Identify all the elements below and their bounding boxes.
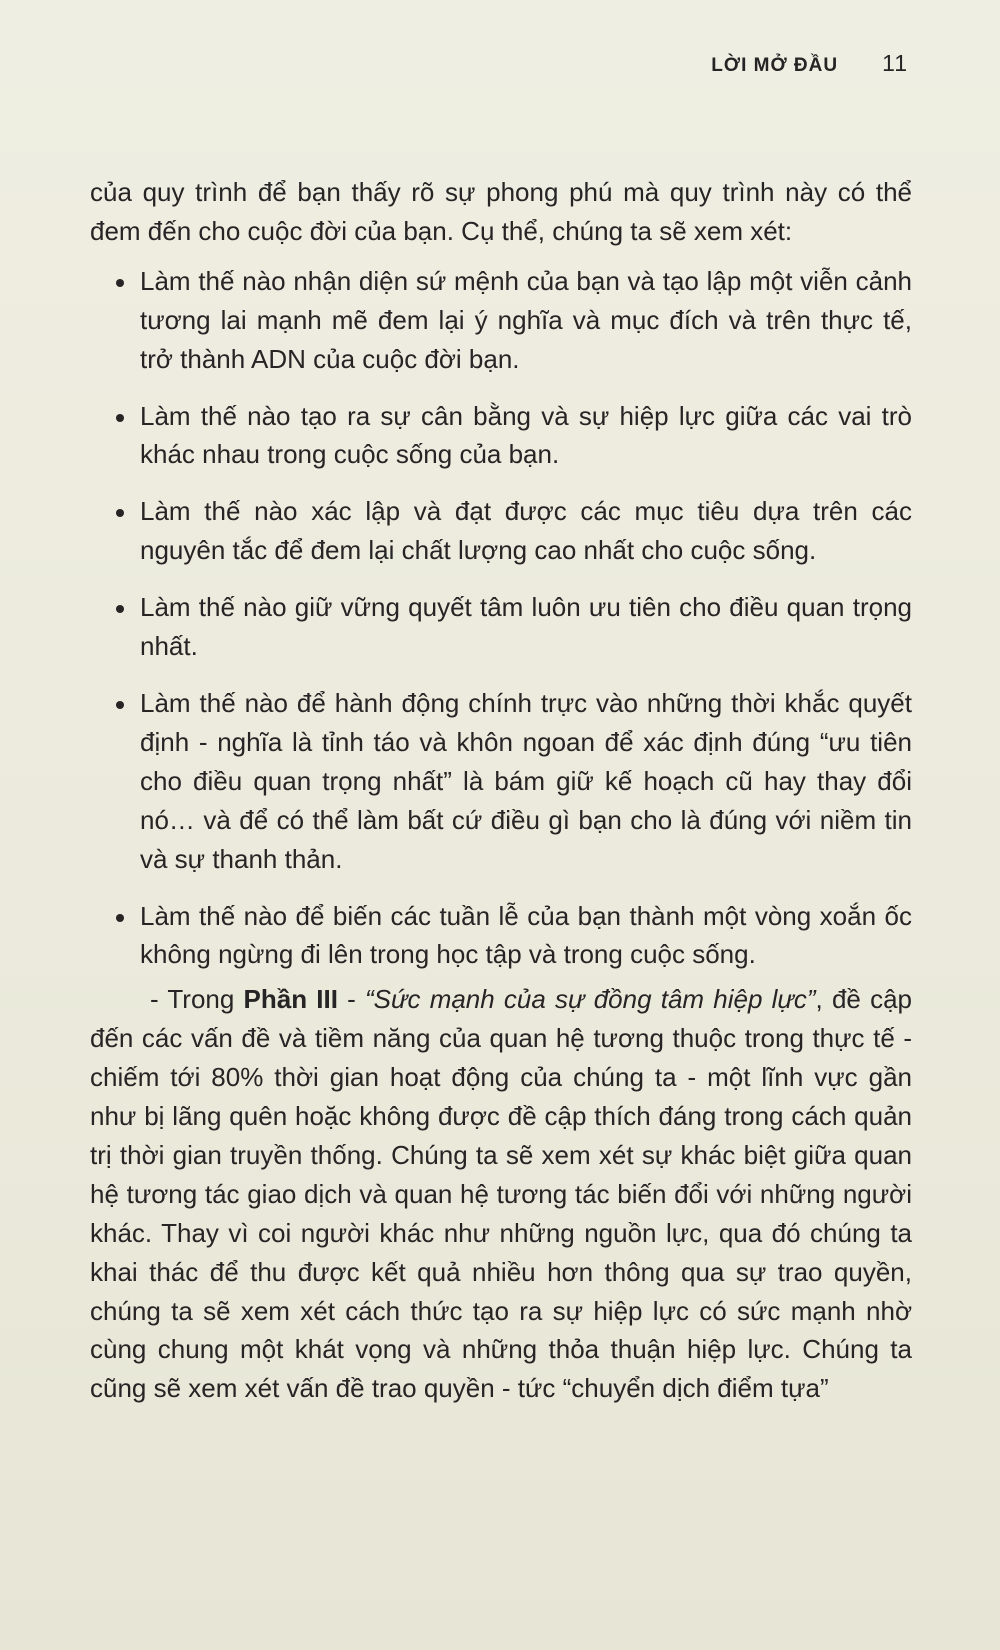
- bullet-text: Làm thế nào để biến các tuần lễ của bạn thành một vòng xoắn ốc không ngừng đi lên trong học tập và trong cuộc sống.: [140, 900, 912, 970]
- bullet-icon: [116, 414, 124, 422]
- bullet-list: [90, 262, 912, 975]
- bullet-text: Làm thế nào tạo ra sự cân bằng và sự hiệp lực giữa các vai trò khác nhau trong cuộc sống của bạn.: [140, 400, 912, 470]
- bullet-text: Làm thế nào giữ vững quyết tâm luôn ưu tiên cho điều quan trọng nhất.: [140, 592, 912, 662]
- bullet-item: [90, 397, 912, 475]
- bullet-item: [90, 588, 912, 666]
- intro-paragraph: của quy trình để bạn thấy rõ sự phong phú mà quy trình này có thể đem đến cho cuộc đời của bạn. Cụ thể, chúng ta sẽ xem xét:: [90, 177, 912, 246]
- bullet-item: [90, 897, 912, 975]
- bullet-item: [90, 684, 912, 879]
- bullet-text: Làm thế nào để hành động chính trực vào những thời khắc quyết định - nghĩa là tỉnh táo và khôn ngoan để xác định đúng “ưu tiên cho điều quan trọng nhất” là bám giữ kế hoạch cũ hay thay đổi nó… và để có thể làm bất cứ điều gì bạn cho là đúng với niềm tin và sự thanh thản.: [140, 687, 912, 874]
- bullet-item: [90, 492, 912, 570]
- bullet-icon: [116, 509, 124, 517]
- bullet-item: [90, 262, 912, 379]
- part3-paragraph: [90, 980, 912, 1408]
- body-text: [90, 173, 912, 1408]
- page-number: 11: [882, 50, 908, 76]
- bullet-icon: [116, 279, 124, 287]
- part3-label: Phần III: [243, 984, 338, 1015]
- bullet-icon: [116, 701, 124, 709]
- running-header: [711, 50, 908, 77]
- part3-lead: - Trong: [150, 984, 244, 1015]
- part3-title: “Sức mạnh của sự đồng tâm hiệp lực”: [365, 984, 816, 1015]
- part3-dash: -: [337, 984, 366, 1015]
- bullet-text: Làm thế nào nhận diện sứ mệnh của bạn và tạo lập một viễn cảnh tương lai mạnh mẽ đem lại ý nghĩa và mục đích và trên thực tế, trở thành ADN của cuộc đời bạn.: [140, 265, 912, 374]
- bullet-text: Làm thế nào xác lập và đạt được các mục tiêu dựa trên các nguyên tắc để đem lại chất lượng cao nhất cho cuộc sống.: [140, 496, 912, 566]
- chapter-title: LỜI MỞ ĐẦU: [711, 55, 839, 76]
- bullet-icon: [116, 605, 124, 613]
- part3-text: , đề cập đến các vấn đề và tiềm năng của quan hệ tương thuộc trong thực tế - chiếm tới 80% thời gian hoạt động của chúng ta - một lĩnh vực gần như bị lãng quên hoặc không được đề cập thích đáng trong cách quản trị thời gian truyền thống. Chúng ta sẽ xem xét sự khác biệt giữa quan hệ tương tác giao dịch và quan hệ tương tác biến đổi với những người khác. Thay vì coi người khác như những nguồn lực, qua đó chúng ta khai thác để thu được kết quả nhiều hơn thông qua sự trao quyền, chúng ta sẽ xem xét cách thức tạo ra sự hiệp lực có sức mạnh nhờ cùng chung một khát vọng và những thỏa thuận hiệp lực. Chúng ta cũng sẽ xem xét vấn đề trao quyền - tức “chuyển dịch điểm tựa”: [90, 984, 912, 1404]
- bullet-icon: [116, 914, 124, 922]
